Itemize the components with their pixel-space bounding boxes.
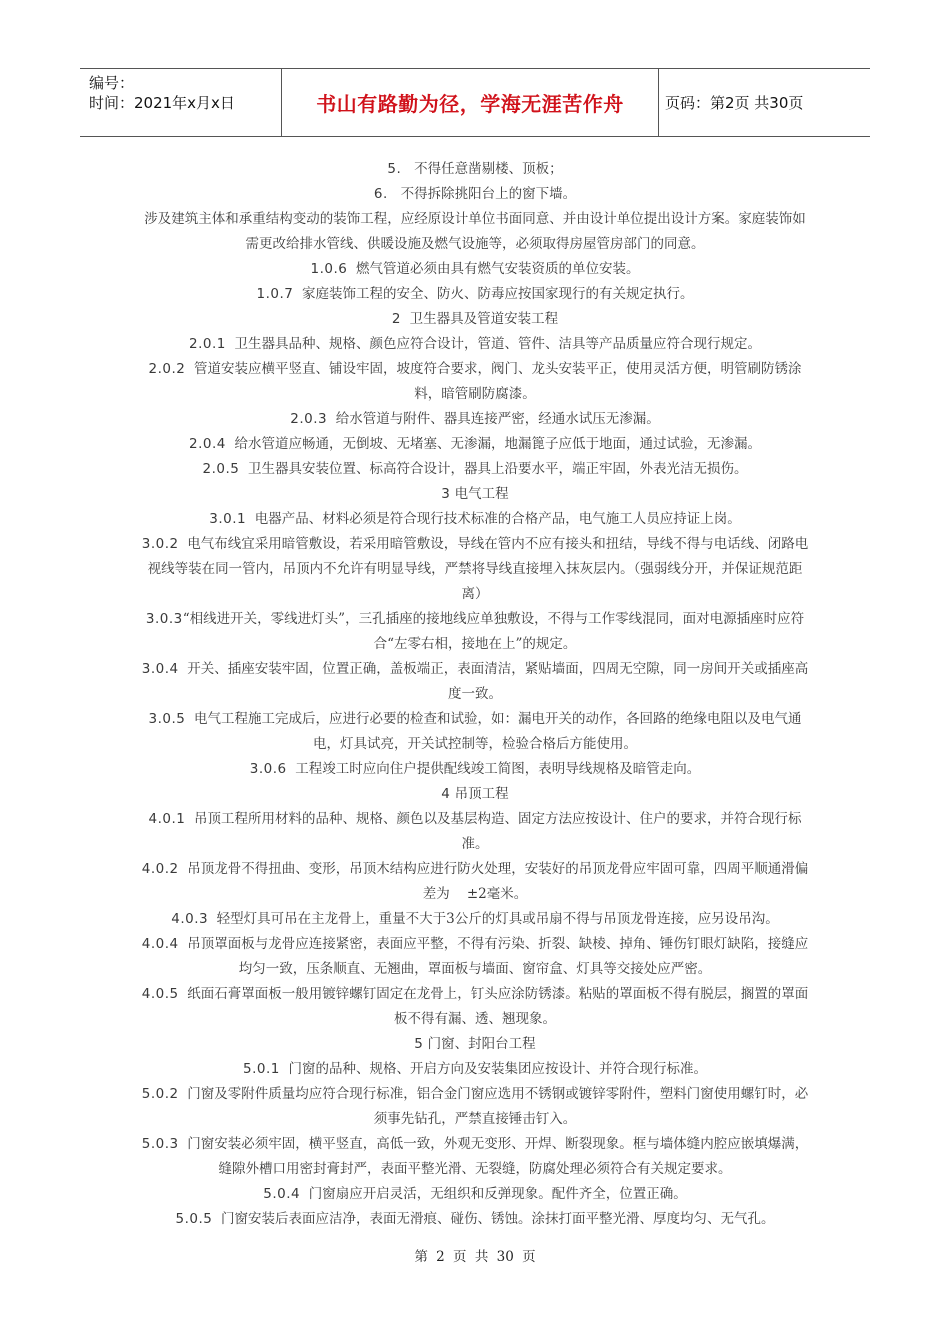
paragraph [140,357,810,407]
clause-text: 门窗安装后表面应洁净，表面无滑痕、碰伤、锈蚀。涂抹打面平整光滑、厚度均匀、无气孔。 [212,1211,775,1227]
clause-text: 卫生器具及管道安装工程 [401,311,559,327]
clause-number: 2.0.5 [202,461,240,477]
clause-text: 电器产品、材料必须是符合现行技术标准的合格产品，电气施工人员应持证上岗。 [246,511,741,527]
paragraph [140,607,810,657]
clause-text: 卫生器具安装位置、标高符合设计，器具上沿要水平，端正牢固，外表光洁无损伤。 [239,461,748,477]
clause-number: 3.0.1 [209,511,247,527]
paragraph [140,507,810,532]
clause-number: 6. [373,186,388,202]
clause-text: 吊顶龙骨不得扭曲、变形，吊顶木结构应进行防火处理，安装好的吊顶龙骨应牢固可靠，四周平顺通滑偏差为 ±2毫米。 [178,861,809,902]
clause-text: 门窗、封阳台工程 [423,1036,536,1052]
clause-text: 门窗及零附件质量均应符合现行标准，铝合金门窗应选用不锈钢或镀锌零附件，塑料门窗使用螺钉时，必须事先钻孔，严禁直接锤击钉入。 [178,1086,809,1127]
clause-number: 2.0.4 [189,436,226,452]
paragraph [140,457,810,482]
clause-number: 5.0.5 [175,1211,213,1227]
clause-number: 3.0.5 [148,711,186,727]
paragraph [140,707,810,757]
clause-number: 4.0.5 [141,986,179,1002]
clause-number: 3.0.2 [141,536,179,552]
page-header [80,68,870,137]
clause-text: 吊顶工程所用材料的品种、规格、颜色以及基层构造、固定方法应按设计、住户的要求，并符合现行标准。 [185,811,802,852]
clause-text: 吊顶工程 [450,786,509,802]
clause-text: 门窗的品种、规格、开启方向及安装集团应按设计、并符合现行标准。 [279,1061,707,1077]
clause-text: 燃气管道必须由具有燃气安装资质的单位安装。 [347,261,640,277]
clause-text: “相线进开关，零线进灯头”，三孔插座的接地线应单独敷设，不得与工作零线混同，面对电源插座时应符合“左零右相，接地在上”的规定。 [182,611,805,652]
clause-number: 4.0.4 [141,936,179,952]
paragraph [140,932,810,982]
paragraph [140,332,810,357]
paragraph [140,407,810,432]
clause-text: 开关、插座安装牢固，位置正确，盖板端正，表面清洁，紧贴墙面，四周无空隙，同一房间开关或插座高度一致。 [178,661,809,702]
clause-number: 3.0.4 [141,661,179,677]
paragraph [140,307,810,332]
paragraph [140,807,810,857]
paragraph [140,1057,810,1082]
clause-text: 轻型灯具可吊在主龙骨上，重量不大于3公斤的灯具或吊扇不得与吊顶龙骨连接，应另设吊沟。 [208,911,779,927]
paragraph [140,982,810,1032]
paragraph [140,907,810,932]
paragraph [140,157,810,182]
paragraph [140,482,810,507]
clause-text: 电气工程 [450,486,509,502]
clause-text: 给水管道应畅通，无倒坡、无堵塞、无渗漏，地漏篦子应低于地面，通过试验，无渗漏。 [225,436,761,452]
paragraph [140,432,810,457]
paragraph [140,657,810,707]
document-body [140,157,810,1232]
header-page-info: 页码：第2页 共30页 [665,94,804,112]
paragraph [140,282,810,307]
clause-text: 门窗安装必须牢固，横平竖直，高低一致，外观无变形、开焊、断裂现象。框与墙体缝内腔应嵌填爆满，缝隙外槽口用密封膏封严，表面平整光滑、无裂缝，防腐处理必须符合有关规定要求。 [178,1136,809,1177]
paragraph [140,532,810,607]
document-time-label: 时间：2021年x月x日 [89,94,235,112]
clause-text: 电气布线宜采用暗管敷设，若采用暗管敷设，导线在管内不应有接头和扭结，导线不得与电话线、闭路电视线等装在同一管内，吊顶内不允许有明显导线，严禁将导线直接埋入抹灰层内。（强弱线分开，并保证规范距离） [147,536,809,602]
paragraph [140,757,810,782]
clause-text: 纸面石膏罩面板一般用镀锌螺钉固定在龙骨上，钉头应涂防锈漆。粘贴的罩面板不得有脱层，搁置的罩面板不得有漏、透、翘现象。 [178,986,809,1027]
document-number-label: 编号： [89,74,135,92]
paragraph [140,1207,810,1232]
clause-number: 5.0.4 [263,1186,301,1202]
clause-text: 吊顶罩面板与龙骨应连接紧密，表面应平整，不得有污染、折裂、缺棱、掉角、锤伤钉眼灯缺陷，接缝应均匀一致，压条顺直、无翘曲，罩面板与墙面、窗帘盒、灯具等交接处应严密。 [178,936,809,977]
clause-number: 4.0.3 [171,911,209,927]
header-slogan: 书山有路勤为径，学海无涯苦作舟 [282,69,659,136]
clause-text: 卫生器具品种、规格、颜色应符合设计，管道、管件、洁具等产品质量应符合现行规定。 [225,336,761,352]
clause-text: 门窗扇应开启灵活，无组织和反弹现象。配件齐全，位置正确。 [300,1186,687,1202]
page-footer: 第 2 页 共 30 页 [414,1249,536,1265]
paragraph [140,182,810,207]
paragraph [140,1182,810,1207]
clause-text: 涉及建筑主体和承重结构变动的装饰工程，应经原设计单位书面同意、并由设计单位提出设计方案。家庭装饰如需更改给排水管线、供暖设施及燃气设施等，必须取得房屋管房部门的同意。 [144,211,806,252]
clause-number: 3.0.3 [145,611,183,627]
paragraph [140,207,810,257]
clause-number: 4.0.2 [141,861,179,877]
clause-number: 4 [441,786,451,802]
paragraph [140,857,810,907]
clause-number: 5 [414,1036,424,1052]
clause-number: 1.0.6 [310,261,348,277]
clause-text: 给水管道与附件、器具连接严密，经通水试压无渗漏。 [327,411,660,427]
clause-number: 2.0.2 [148,361,186,377]
clause-number: 3.0.6 [249,761,287,777]
clause-text: 不得拆除挑阳台上的窗下墙。 [387,186,577,202]
clause-text: 不得任意凿剔楼、顶板； [401,161,563,177]
paragraph [140,1032,810,1057]
paragraph [140,782,810,807]
clause-text: 管道安装应横平竖直、铺设牢固，坡度符合要求，阀门、龙头安装平正，使用灵活方便，明管刷防锈涂料，暗管刷防腐漆。 [185,361,802,402]
header-left-cell [80,69,282,136]
clause-text: 工程竣工时应向住户提供配线竣工简图，表明导线规格及暗管走向。 [286,761,701,777]
clause-number: 1.0.7 [256,286,294,302]
paragraph [140,1082,810,1132]
clause-number: 2.0.3 [290,411,328,427]
paragraph [140,1132,810,1182]
paragraph [140,257,810,282]
clause-number: 3 [441,486,451,502]
clause-number: 2 [391,311,401,327]
clause-number: 5.0.2 [141,1086,179,1102]
clause-number: 5.0.3 [141,1136,179,1152]
clause-text: 电气工程施工完成后，应进行必要的检查和试验，如：漏电开关的动作，各回路的绝缘电阻以及电气通电，灯具试亮，开关试控制等，检验合格后方能使用。 [185,711,802,752]
clause-number: 5.0.1 [243,1061,280,1077]
clause-number: 4.0.1 [148,811,186,827]
clause-number: 5. [387,161,402,177]
clause-text: 家庭装饰工程的安全、防火、防毒应按国家现行的有关规定执行。 [293,286,694,302]
clause-number: 2.0.1 [189,336,226,352]
